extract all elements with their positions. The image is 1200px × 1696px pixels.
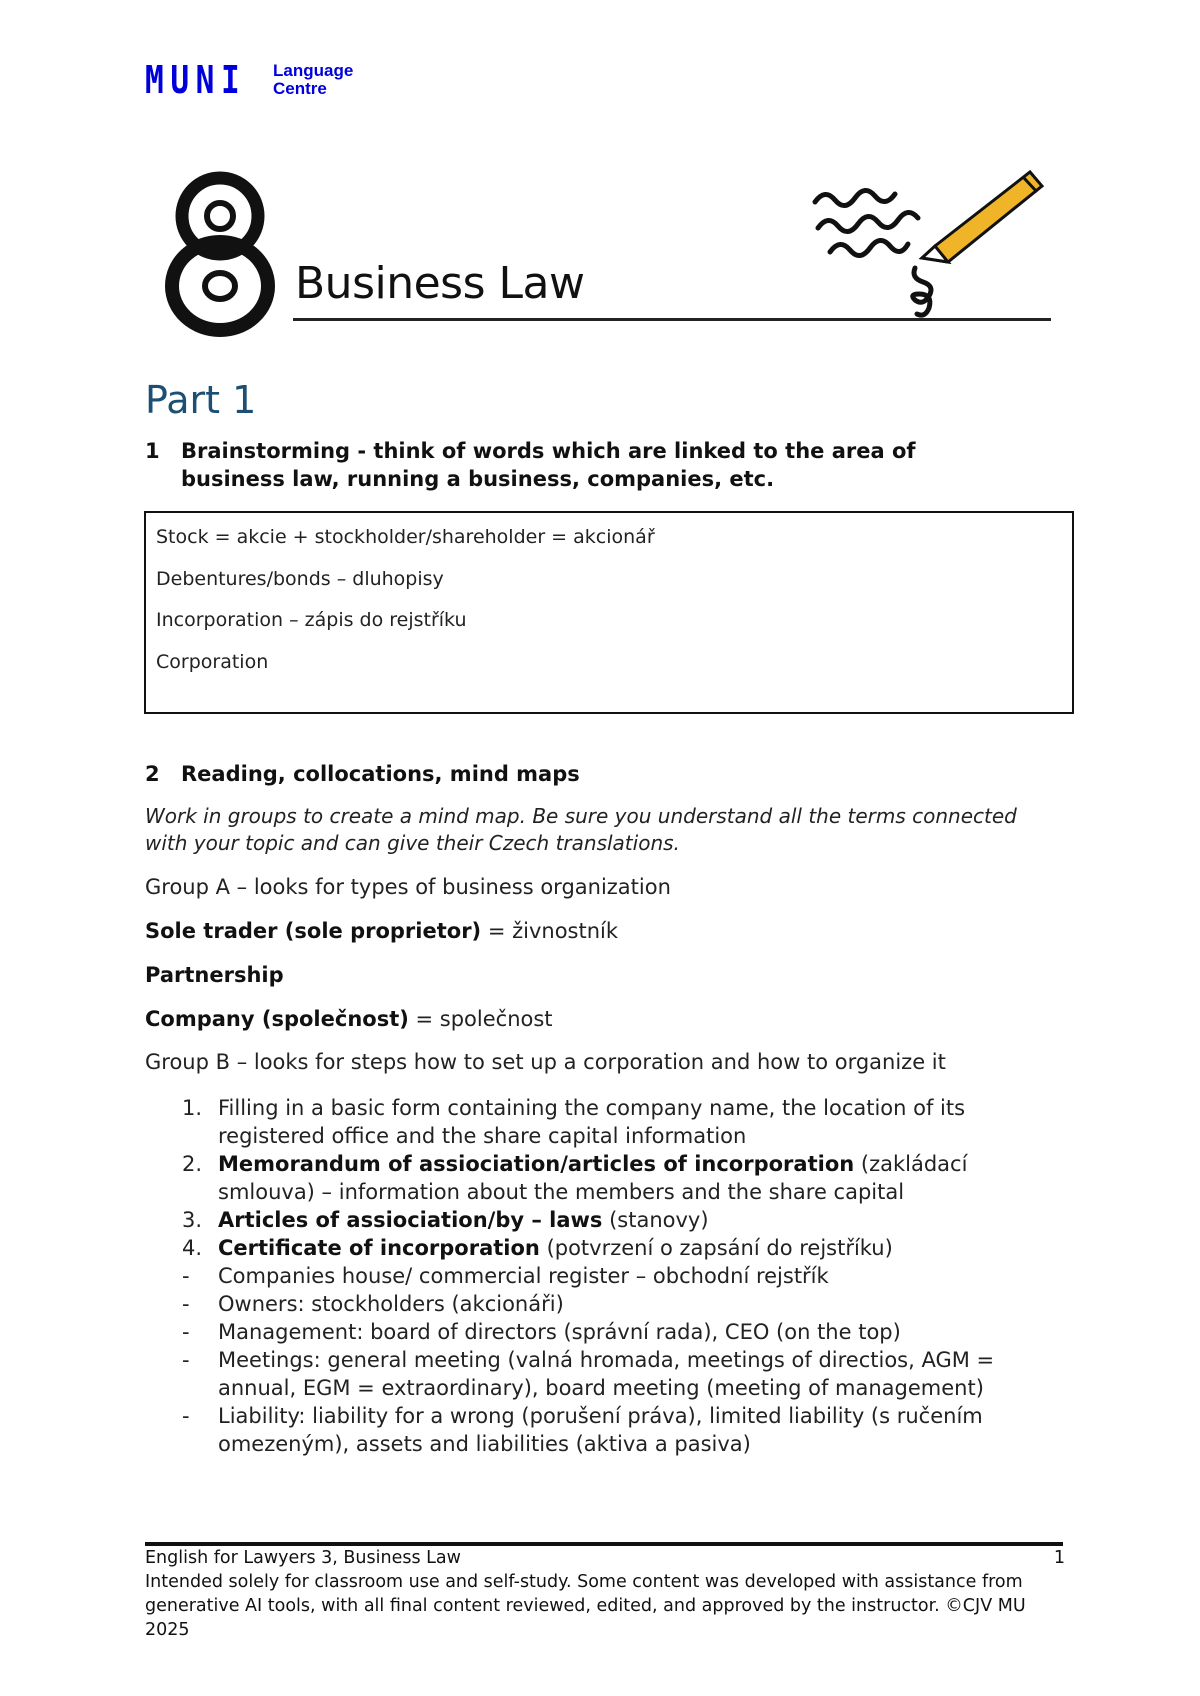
- muni-language-centre-logo: [145, 58, 353, 102]
- part-heading: Part 1: [145, 378, 257, 422]
- company-term: Company (společnost): [145, 1007, 409, 1031]
- logo-line-language: Language: [273, 61, 354, 80]
- list-item: - Meetings: general meeting (valná hromada, meetings of directios, AGM = annual, EGM = extraordinary), board meeting (meeting of management): [182, 1348, 995, 1400]
- task-2-number: 2: [145, 762, 160, 786]
- chapter-title: Business Law: [295, 258, 585, 309]
- footer-notice: Intended solely for classroom use and self-study. Some content was developed with assistance from generative AI tools, with all final content reviewed, edited, and approved by the instructor. ©CJV MU 2025: [145, 1572, 1026, 1640]
- quill-pen-icon: [810, 150, 1050, 320]
- task-2-heading: [145, 760, 1005, 788]
- list-item: 2. Memorandum of assiociation/articles of incorporation (zakládací smlouva) – information about the members and the share capital: [182, 1152, 968, 1204]
- list-item: - Management: board of directors (správní rada), CEO (on the top): [182, 1320, 901, 1344]
- page-footer: [145, 1546, 1065, 1642]
- vocab-line: Stock = akcie + stockholder/shareholder = akcionář: [156, 526, 655, 548]
- sole-trader-translation: = živnostník: [481, 919, 619, 943]
- list-item: 4. Certificate of incorporation (potvrzení o zapsání do rejstříku): [182, 1236, 893, 1260]
- company-translation: = společnost: [408, 1007, 553, 1031]
- task-1-heading: [145, 437, 1005, 493]
- footer-course: English for Lawyers 3, Business Law: [145, 1548, 461, 1568]
- list-item: - Owners: stockholders (akcionáři): [182, 1292, 564, 1316]
- vocab-line: Incorporation – zápis do rejstříku: [156, 609, 467, 631]
- group-a-description: Group A – looks for types of business organization: [145, 875, 671, 899]
- list-item: - Liability: liability for a wrong (porušení práva), limited liability (s ručením omezeným), assets and liabilities (aktiva a pasiva): [182, 1404, 983, 1456]
- sole-trader-term: Sole trader (sole proprietor): [145, 919, 482, 943]
- logo-wordmark: MUNI: [145, 58, 247, 102]
- task-1-number: 1: [145, 439, 160, 463]
- list-item: 1. Filling in a basic form containing the company name, the location of its registered office and the share capital information: [182, 1096, 966, 1148]
- list-item: 3. Articles of assiociation/by – laws (stanovy): [182, 1208, 709, 1232]
- sole-trader-entry: [145, 919, 618, 943]
- partnership-term: Partnership: [145, 963, 284, 987]
- task-2-title: Reading, collocations, mind maps: [181, 762, 580, 786]
- task-2-instructions: Work in groups to create a mind map. Be sure you understand all the terms connected with your topic and can give their Czech translations.: [145, 804, 1017, 855]
- vocab-line: Debentures/bonds – dluhopisy: [156, 567, 444, 590]
- vocab-line: Corporation: [156, 650, 269, 673]
- partnership-entry: [145, 963, 284, 987]
- group-b-description: Group B – looks for steps how to set up a corporation and how to organize it: [145, 1050, 946, 1074]
- page-number: 1: [1053, 1548, 1065, 1568]
- list-item: - Companies house/ commercial register – obchodní rejstřík: [182, 1264, 829, 1288]
- task-1-title: Brainstorming - think of words which are linked to the area of business law, running a business, companies, etc.: [181, 439, 916, 491]
- company-entry: [145, 1007, 553, 1031]
- corporation-steps-list: [145, 1094, 1065, 1458]
- logo-line-centre: Centre: [273, 79, 327, 98]
- brainstorming-answer-box: [144, 511, 1074, 714]
- chapter-number-graphic: [160, 168, 280, 338]
